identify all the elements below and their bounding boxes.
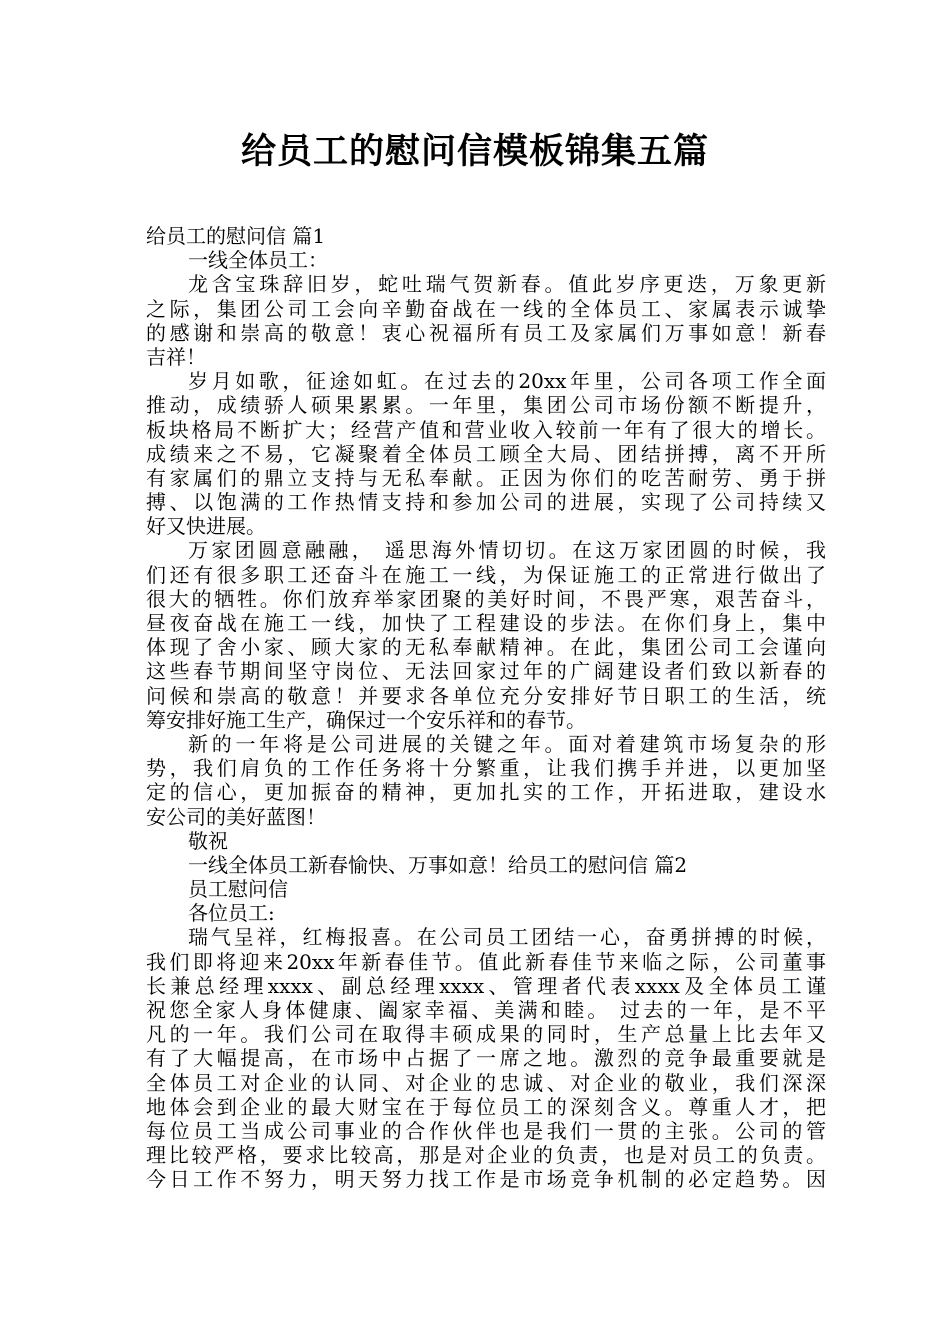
text-line: 新的一年将是公司进展的关键之年。面对着建筑市场复杂的形 (188, 731, 826, 756)
text-line: 这些春节期间坚守岗位、无法回家过年的广阔建设者们致以新春的 (146, 659, 826, 684)
text-line: 一线全体员工： (188, 248, 328, 273)
text-line: 的感谢和崇高的敬意！衷心祝福所有员工及家属们万事如意！新春 (146, 320, 826, 345)
text-line: 理比较严格，要求比较高，那是对企业的负责，也是对员工的负责。 (146, 1143, 826, 1168)
text-line: 岁月如歌，征途如虹。在过去的20xx年里，公司各项工作全面 (188, 369, 826, 394)
text-line: 瑞气呈祥，红梅报喜。在公司员工团结一心，奋勇拼搏的时候， (188, 925, 826, 950)
text-line: 我们即将迎来20xx年新春佳节。值此新春佳节来临之际，公司董事 (146, 949, 826, 974)
text-line: 好又快进展。 (146, 514, 266, 539)
text-line: 万家团圆意融融， 遥思海外情切切。在这万家团圆的时候，我 (188, 538, 826, 563)
text-line: 长兼总经理xxxx、副总经理xxxx、管理者代表xxxx及全体员工谨 (146, 973, 826, 998)
text-line: 很大的牺牲。你们放弃举家团聚的美好时间，不畏严寒，艰苦奋斗， (146, 586, 826, 611)
text-line: 们还有很多职工还奋斗在施工一线，为保证施工的正常进行做出了 (146, 562, 826, 587)
text-line: 给员工的慰问信 篇1 (146, 224, 326, 248)
text-line: 之际，集团公司工会向辛勤奋战在一线的全体员工、家属表示诚挚 (146, 296, 826, 321)
document-title: 给员工的慰问信模板锦集五篇 (240, 132, 709, 172)
text-line: 祝您全家人身体健康、阖家幸福、美满和睦。 过去的一年，是不平 (146, 998, 826, 1022)
text-line: 搏、以饱满的工作热情支持和参加公司的进展，实现了公司持续又 (146, 490, 826, 515)
text-line: 筹安排好施工生产，确保过一个安乐祥和的春节。 (146, 707, 586, 732)
text-line: 全体员工对企业的认同、对企业的忠诚、对企业的敬业，我们深深 (146, 1070, 826, 1095)
text-line: 体现了舍小家、顾大家的无私奉献精神。在此，集团公司工会谨向 (146, 635, 826, 660)
text-line: 今日工作不努力，明天努力找工作是市场竞争机制的必定趋势。因 (146, 1167, 826, 1192)
text-line: 定的信心，更加振奋的精神，更加扎实的工作，开拓进取，建设水 (146, 780, 826, 805)
text-line: 势，我们肩负的工作任务将十分繁重，让我们携手并进，以更加坚 (146, 756, 826, 781)
text-line: 一线全体员工新春愉快、万事如意！给员工的慰问信 篇2 (188, 852, 688, 877)
document-body (146, 224, 826, 1192)
text-line: 推动，成绩骄人硕果累累。一年里，集团公司市场份额不断提升， (146, 393, 826, 418)
text-line: 有家属们的鼎立支持与无私奉献。正因为你们的吃苦耐劳、勇于拼 (146, 465, 826, 490)
text-line: 成绩来之不易，它凝聚着全体员工顾全大局、团结拼搏，离不开所 (146, 441, 826, 466)
text-line: 各位员工: (188, 901, 275, 926)
text-line: 安公司的美好蓝图！ (146, 804, 326, 829)
text-line: 问候和崇高的敬意！并要求各单位充分安排好节日职工的生活，统 (146, 683, 826, 708)
text-line: 昼夜奋战在施工一线，加快了工程建设的步法。在你们身上，集中 (146, 611, 826, 635)
text-line: 员工慰问信 (188, 877, 288, 902)
text-line: 地体会到企业的最大财宝在于每位员工的深刻含义。尊重人才，把 (146, 1094, 826, 1119)
text-line: 凡的一年。我们公司在取得丰硕成果的同时，生产总量上比去年又 (146, 1022, 826, 1047)
text-line: 有了大幅提高，在市场中占据了一席之地。激烈的竞争最重要就是 (146, 1046, 826, 1071)
text-line: 敬祝 (188, 828, 228, 853)
text-line: 板块格局不断扩大；经营产值和营业收入较前一年有了很大的增长。 (146, 417, 826, 442)
text-line: 吉祥！ (146, 344, 206, 369)
text-line: 龙含宝珠辞旧岁，蛇吐瑞气贺新春。值此岁序更迭，万象更新 (188, 272, 826, 297)
text-line: 每位员工当成公司事业的合作伙伴也是我们一贯的主张。公司的管 (146, 1118, 826, 1143)
